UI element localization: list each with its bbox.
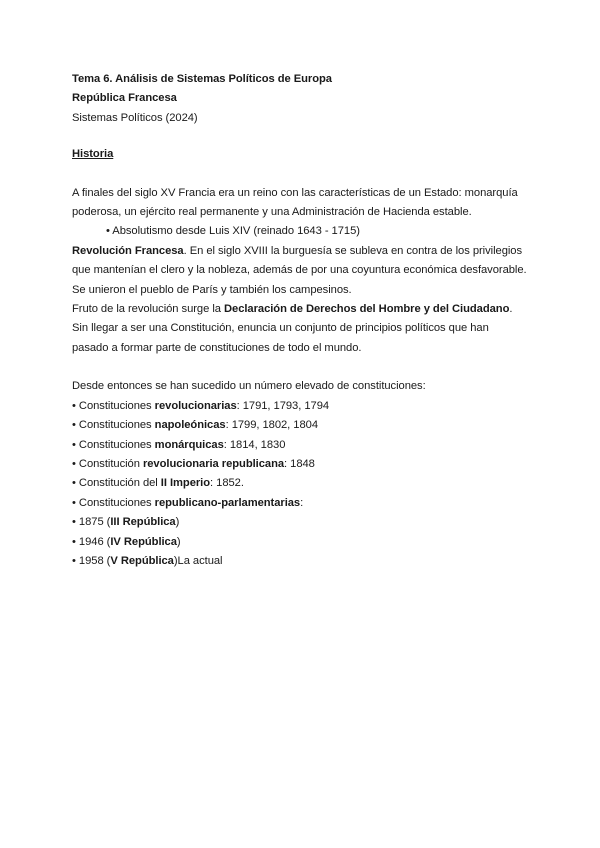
list-item (72, 416, 542, 435)
fruto-text: Fruto de la revolución surge la (72, 303, 224, 316)
section-heading: Historia (72, 148, 114, 161)
paragraph-line: pasado a formar parte de constituciones de todo el mundo. (72, 341, 362, 354)
revolution-term: Revolución Francesa (72, 244, 184, 257)
declaration-term: Declaración de Derechos del Hombre y del Ciudadano (224, 303, 510, 316)
paragraph-line: Sin llegar a ser una Constitución, enuncia un conjunto de principios políticos que han (72, 322, 489, 335)
constitutions-list (72, 397, 542, 572)
list-item-post: ) (175, 516, 180, 529)
list-item-bold: republicano-parlamentarias (154, 496, 301, 509)
list-item (72, 455, 542, 474)
list-item-pre: • Constitución del (72, 477, 161, 490)
spacer (72, 165, 542, 184)
course-name: Sistemas Políticos (2024) (72, 111, 198, 124)
fruto-end: . (509, 303, 513, 316)
paragraph-line: Se unieron el pueblo de París y también los campesinos. (72, 283, 352, 296)
list-item-post: : 1848 (284, 457, 315, 470)
paragraph-line (72, 300, 542, 319)
list-item (72, 513, 542, 532)
spacer (72, 128, 542, 145)
sub-bullet: • Absolutismo desde Luis XIV (reinado 1643 - 1715) (106, 225, 360, 238)
paragraph-line: poderosa, un ejército real permanente y una Administración de Hacienda estable. (72, 206, 472, 219)
constitutions-lead: Desde entonces se han sucedido un número elevado de constituciones: (72, 380, 426, 393)
spacer (72, 358, 542, 377)
list-item-post: ) (176, 535, 181, 548)
list-item (72, 494, 542, 513)
paragraph-line: que mantenían el clero y la nobleza, además de por una coyuntura económica desfavorable. (72, 264, 527, 277)
list-item-bold: III República (110, 516, 176, 529)
document-subtitle: República Francesa (72, 92, 177, 105)
list-item-bold: IV República (110, 535, 177, 548)
list-item (72, 397, 542, 416)
list-item-pre: • 1946 ( (72, 535, 111, 548)
list-item (72, 436, 542, 455)
document-page (72, 70, 542, 571)
paragraph-line (72, 242, 542, 261)
list-item-post: : 1791, 1793, 1794 (236, 399, 330, 412)
list-item-pre: • 1958 ( (72, 554, 111, 567)
list-item-bold: napoleónicas (154, 419, 226, 432)
list-item-post: )La actual (173, 554, 223, 567)
list-item (72, 552, 542, 571)
revolution-text: . En el siglo XVIII la burguesía se subleva en contra de los privilegios (183, 244, 523, 257)
list-item-post: : 1852. (210, 477, 244, 490)
list-item-post: : 1814, 1830 (223, 438, 286, 451)
list-item (72, 533, 542, 552)
list-item-bold: revolucionarias (154, 399, 237, 412)
list-item-pre: • 1875 ( (72, 516, 111, 529)
list-item-bold: monárquicas (154, 438, 224, 451)
list-item-post: : (300, 496, 304, 509)
list-item-pre: • Constituciones (72, 438, 155, 451)
list-item-bold: II Imperio (160, 477, 211, 490)
list-item (72, 474, 542, 493)
list-item-post: : 1799, 1802, 1804 (225, 419, 318, 432)
document-title: Tema 6. Análisis de Sistemas Políticos de Europa (72, 73, 332, 85)
list-item-pre: • Constituciones (72, 399, 155, 412)
list-item-bold: V República (110, 554, 174, 567)
list-item-pre: • Constitución (72, 457, 143, 470)
list-item-pre: • Constituciones (72, 496, 155, 509)
paragraph-line: A finales del siglo XV Francia era un reino con las características de un Estado: monarquía (72, 186, 518, 199)
list-item-pre: • Constituciones (72, 419, 155, 432)
list-item-bold: revolucionaria republicana (142, 457, 285, 470)
